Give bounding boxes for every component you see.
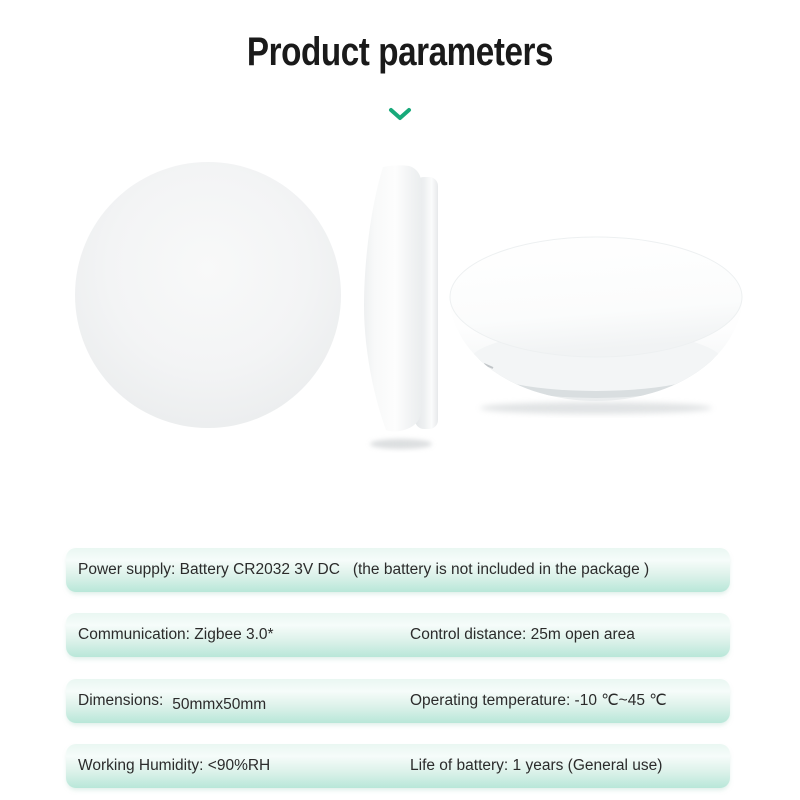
spec-row-humidity	[66, 744, 730, 788]
product-angled-view-image	[446, 228, 746, 418]
spec-value-dimensions: 50mmx50mm	[172, 696, 267, 713]
spec-text-dimensions	[78, 691, 266, 711]
spec-label-dimensions: Dimensions:	[78, 692, 164, 709]
spec-text-communication: Communication: Zigbee 3.0*	[78, 626, 274, 643]
spec-text-working-humidity: Working Humidity: <90%RH	[78, 757, 271, 774]
spec-row-communication	[66, 613, 730, 657]
chevron-down-icon	[388, 107, 412, 123]
page-title: Product parameters	[246, 30, 554, 74]
spec-row-dimensions	[66, 679, 730, 723]
spec-text-operating-temperature: Operating temperature: -10 ℃~45 ℃	[410, 692, 667, 709]
product-side-view-image	[353, 157, 445, 453]
spec-row-power-supply	[66, 548, 730, 592]
spec-text-control-distance: Control distance: 25m open area	[410, 626, 635, 643]
product-front-view-image	[75, 162, 341, 428]
spec-text-power-supply: Power supply: Battery CR2032 3V DC (the battery is not included in the package )	[78, 561, 650, 578]
spec-text-battery-life: Life of battery: 1 years (General use)	[410, 757, 663, 774]
